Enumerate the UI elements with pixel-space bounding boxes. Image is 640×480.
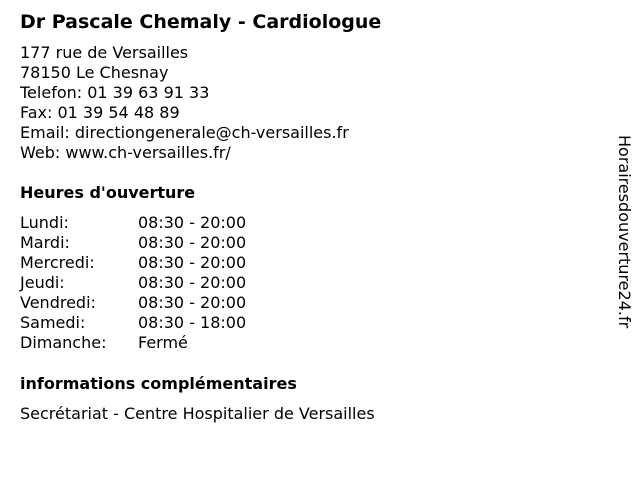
page-title: Dr Pascale Chemaly - Cardiologue	[20, 11, 382, 33]
fax-text: Fax: 01 39 54 48 89	[20, 103, 180, 122]
phone-text: Telefon: 01 39 63 91 33	[20, 83, 210, 102]
day-label: Mercredi:	[20, 253, 95, 272]
hours-row-sunday	[20, 333, 246, 353]
address-line-2: 78150 Le Chesnay	[20, 63, 169, 82]
web-text: Web: www.ch-versailles.fr/	[20, 143, 231, 162]
time-value: 08:30 - 20:00	[138, 253, 247, 272]
time-value: 08:30 - 20:00	[138, 293, 247, 312]
hours-table	[20, 213, 246, 353]
hours-row-saturday	[20, 313, 246, 333]
hours-row-friday	[20, 293, 246, 313]
day-label: Dimanche:	[20, 333, 107, 352]
day-label: Lundi:	[20, 213, 69, 232]
info-heading: informations complémentaires	[20, 374, 297, 393]
day-label: Samedi:	[20, 313, 86, 332]
site-watermark: Horairesdouverture24.fr	[615, 135, 634, 329]
hours-row-monday	[20, 213, 246, 233]
day-label: Jeudi:	[20, 273, 65, 292]
hours-row-wednesday	[20, 253, 246, 273]
time-value: 08:30 - 18:00	[138, 313, 247, 332]
hours-row-thursday	[20, 273, 246, 293]
info-text: Secrétariat - Centre Hospitalier de Versailles	[20, 404, 375, 423]
address-line-1: 177 rue de Versailles	[20, 43, 189, 62]
contact-block	[20, 43, 349, 163]
hours-heading: Heures d'ouverture	[20, 183, 196, 202]
hours-row-tuesday	[20, 233, 246, 253]
email-text: Email: directiongenerale@ch-versailles.fr	[20, 123, 349, 142]
time-value: 08:30 - 20:00	[138, 213, 247, 232]
time-value: 08:30 - 20:00	[138, 273, 247, 292]
day-label: Mardi:	[20, 233, 70, 252]
time-value: 08:30 - 20:00	[138, 233, 247, 252]
time-value: Fermé	[138, 333, 188, 352]
day-label: Vendredi:	[20, 293, 96, 312]
